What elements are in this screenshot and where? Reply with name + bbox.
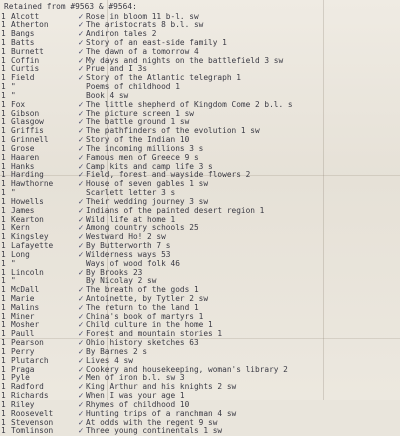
item-count: 1	[1, 392, 9, 401]
check-mark-icon: ✓	[76, 39, 86, 48]
item-author: Malins	[11, 304, 75, 313]
list-item	[1, 304, 400, 313]
item-author: Griffis	[11, 127, 75, 136]
item-count: 1	[1, 101, 9, 110]
check-mark-icon: ✓	[76, 330, 86, 339]
list-item	[1, 145, 400, 154]
item-title: Book 4 sw	[86, 92, 400, 101]
item-author: Pyle	[11, 374, 75, 383]
list-item	[1, 339, 400, 348]
item-count: 1	[1, 92, 9, 101]
item-count: 1	[1, 163, 9, 172]
list-item	[1, 83, 400, 92]
list-item	[1, 366, 400, 375]
check-mark-icon: ✓	[76, 110, 86, 119]
item-author: Lafayette	[11, 242, 75, 251]
item-title: At odds with the regent 9 sw	[86, 419, 400, 428]
list-item	[1, 216, 400, 225]
item-author: Mosher	[11, 321, 75, 330]
list-item	[1, 269, 400, 278]
item-count: 1	[1, 171, 9, 180]
check-mark-icon: ✓	[76, 321, 86, 330]
item-count: 1	[1, 145, 9, 154]
check-mark-icon: ✓	[76, 357, 86, 366]
item-title: Field, forest and wayside flowers 2	[86, 171, 400, 180]
list-item	[1, 136, 400, 145]
item-author: Grinnell	[11, 136, 75, 145]
document-header: Retained from #9563 & #9564:	[4, 3, 137, 12]
item-author: Roosevelt	[11, 410, 75, 419]
check-mark-icon: ✓	[76, 383, 86, 392]
item-author: Field	[11, 74, 75, 83]
check-mark-icon: ✓	[76, 171, 86, 180]
list-item	[1, 39, 400, 48]
item-title: Rose in bloom 11 b-l. sw	[86, 13, 400, 22]
item-author: Bangs	[11, 30, 75, 39]
item-title: King Arthur and his knights 2 sw	[86, 383, 400, 392]
item-count: 1	[1, 304, 9, 313]
item-author: Batts	[11, 39, 75, 48]
list-item	[1, 410, 400, 419]
item-count: 1	[1, 251, 9, 260]
list-item	[1, 110, 400, 119]
check-mark-icon: ✓	[76, 304, 86, 313]
item-count: 1	[1, 30, 9, 39]
list-item	[1, 321, 400, 330]
list-item	[1, 30, 400, 39]
check-mark-icon: ✓	[76, 198, 86, 207]
item-count: 1	[1, 427, 9, 436]
list-item	[1, 295, 400, 304]
item-count: 1	[1, 83, 9, 92]
check-mark-icon: ✓	[76, 74, 86, 83]
list-item	[1, 419, 400, 428]
list-item	[1, 427, 400, 436]
item-title: By Barnes 2 s	[86, 348, 400, 357]
check-mark-icon: ✓	[76, 286, 86, 295]
item-author: James	[11, 207, 75, 216]
item-count: 1	[1, 348, 9, 357]
list-item	[1, 127, 400, 136]
list-item	[1, 383, 400, 392]
list-item	[1, 198, 400, 207]
list-item	[1, 374, 400, 383]
list-item	[1, 260, 400, 269]
item-count: 1	[1, 198, 9, 207]
item-title: The battle ground 1 sw	[86, 118, 400, 127]
check-mark-icon: ✓	[76, 313, 86, 322]
list-item	[1, 118, 400, 127]
item-count: 1	[1, 74, 9, 83]
check-mark-icon: ✓	[76, 163, 86, 172]
item-title: The return to the land 1	[86, 304, 400, 313]
item-count: 1	[1, 110, 9, 119]
check-mark-icon: ✓	[76, 269, 86, 278]
item-title: Ohio history sketches 63	[86, 339, 400, 348]
item-count: 1	[1, 410, 9, 419]
item-author: Gibson	[11, 110, 75, 119]
item-author: Kingsley	[11, 233, 75, 242]
check-mark-icon: ✓	[76, 374, 86, 383]
item-author: Coffin	[11, 57, 75, 66]
item-title: Antoinette, by Tytler 2 sw	[86, 295, 400, 304]
item-count: 1	[1, 224, 9, 233]
item-title: Andiron tales 2	[86, 30, 400, 39]
item-author: Howells	[11, 198, 75, 207]
list-item	[1, 48, 400, 57]
list-item	[1, 233, 400, 242]
check-mark-icon: ✓	[76, 180, 86, 189]
item-count: 1	[1, 65, 9, 74]
item-count: 1	[1, 339, 9, 348]
item-count: 1	[1, 277, 9, 286]
check-mark-icon: ✓	[76, 410, 86, 419]
item-title: Wilderness ways 53	[86, 251, 400, 260]
item-count: 1	[1, 216, 9, 225]
item-author: Perry	[11, 348, 75, 357]
item-title: Lives 4 sw	[86, 357, 400, 366]
list-item	[1, 74, 400, 83]
check-mark-icon: ✓	[76, 427, 86, 436]
check-mark-icon: ✓	[76, 154, 86, 163]
item-title: Poems of childhood 1	[86, 83, 400, 92]
item-count: 1	[1, 419, 9, 428]
check-mark-icon: ✓	[76, 401, 86, 410]
item-count: 1	[1, 127, 9, 136]
item-title: The picture screen 1 sw	[86, 110, 400, 119]
list-item	[1, 180, 400, 189]
item-count: 1	[1, 39, 9, 48]
item-title: Forest and mountain stories 1	[86, 330, 400, 339]
item-count: 1	[1, 233, 9, 242]
item-author: "	[11, 277, 75, 286]
item-author: "	[11, 83, 75, 92]
list-item	[1, 171, 400, 180]
item-count: 1	[1, 295, 9, 304]
item-title: Child culture in the home 1	[86, 321, 400, 330]
item-author: Hawthorne	[11, 180, 75, 189]
item-title: Among country schools 25	[86, 224, 400, 233]
item-count: 1	[1, 48, 9, 57]
item-title: Cookery and housekeeping, woman's library 2	[86, 366, 400, 375]
check-mark-icon: ✓	[76, 295, 86, 304]
item-title: Famous men of Greece 9 s	[86, 154, 400, 163]
check-mark-icon: ✓	[76, 13, 86, 22]
list-item	[1, 57, 400, 66]
item-author: Miner	[11, 313, 75, 322]
list-item	[1, 401, 400, 410]
item-count: 1	[1, 366, 9, 375]
item-count: 1	[1, 57, 9, 66]
list-item	[1, 21, 400, 30]
item-count: 1	[1, 321, 9, 330]
item-author: Pearson	[11, 339, 75, 348]
check-mark-icon: ✓	[76, 57, 86, 66]
item-author: Atherton	[11, 21, 75, 30]
item-author: Stevenson	[11, 419, 75, 428]
check-mark-icon: ✓	[76, 101, 86, 110]
item-count: 1	[1, 401, 9, 410]
check-mark-icon: ✓	[76, 127, 86, 136]
item-author: "	[11, 260, 75, 269]
item-author: Long	[11, 251, 75, 260]
item-title: The aristocrats 8 b.l. sw	[86, 21, 400, 30]
list-item	[1, 242, 400, 251]
item-title: By Nicolay 2 sw	[86, 277, 400, 286]
check-mark-icon: ✓	[76, 348, 86, 357]
item-count: 1	[1, 313, 9, 322]
check-mark-icon: ✓	[76, 65, 86, 74]
item-count: 1	[1, 189, 9, 198]
item-title: Prue and I 3s	[86, 65, 400, 74]
item-author: Fox	[11, 101, 75, 110]
item-count: 1	[1, 374, 9, 383]
item-author: "	[11, 189, 75, 198]
item-author: Paull	[11, 330, 75, 339]
item-count: 1	[1, 357, 9, 366]
check-mark-icon: ✓	[76, 392, 86, 401]
item-title: Men of iron b.l. sw 3	[86, 374, 400, 383]
item-author: McDall	[11, 286, 75, 295]
book-list	[1, 13, 400, 436]
list-item	[1, 154, 400, 163]
item-author: Harding	[11, 171, 75, 180]
item-author: Alcott	[11, 13, 75, 22]
list-item	[1, 92, 400, 101]
item-author: Hanks	[11, 163, 75, 172]
item-author: "	[11, 92, 75, 101]
check-mark-icon: ✓	[76, 242, 86, 251]
check-mark-icon: ✓	[76, 21, 86, 30]
list-item	[1, 348, 400, 357]
list-item	[1, 65, 400, 74]
list-item	[1, 251, 400, 260]
check-mark-icon: ✓	[76, 30, 86, 39]
item-count: 1	[1, 260, 9, 269]
item-author: Marie	[11, 295, 75, 304]
check-mark-icon: ✓	[76, 224, 86, 233]
list-item	[1, 189, 400, 198]
item-author: Kearton	[11, 216, 75, 225]
item-author: Riley	[11, 401, 75, 410]
item-count: 1	[1, 330, 9, 339]
item-title: Indians of the painted desert region 1	[86, 207, 400, 216]
check-mark-icon: ✓	[76, 48, 86, 57]
item-title: The pathfinders of the evolution 1 sw	[86, 127, 400, 136]
list-item	[1, 330, 400, 339]
item-title: By Brooks 23	[86, 269, 400, 278]
item-title: Their wedding journey 3 sw	[86, 198, 400, 207]
item-author: Lincoln	[11, 269, 75, 278]
item-title: Hunting trips of a ranchman 4 sw	[86, 410, 400, 419]
item-count: 1	[1, 383, 9, 392]
check-mark-icon: ✓	[76, 145, 86, 154]
item-title: House of seven gables 1 sw	[86, 180, 400, 189]
item-author: Burnett	[11, 48, 75, 57]
item-title: The dawn of a tomorrow 4	[86, 48, 400, 57]
item-count: 1	[1, 269, 9, 278]
item-author: Radford	[11, 383, 75, 392]
item-title: Story of an east-side family 1	[86, 39, 400, 48]
item-title: When I was your age 1	[86, 392, 400, 401]
item-title: Story of the Atlantic telegraph 1	[86, 74, 400, 83]
check-mark-icon: ✓	[76, 366, 86, 375]
check-mark-icon: ✓	[76, 118, 86, 127]
item-title: Ways of wood folk 46	[86, 260, 400, 269]
list-item	[1, 357, 400, 366]
item-author: Glasgow	[11, 118, 75, 127]
item-title: Camp kits and camp life 3 s	[86, 163, 400, 172]
item-count: 1	[1, 21, 9, 30]
list-item	[1, 224, 400, 233]
list-item	[1, 313, 400, 322]
item-title: Westward Ho! 2 sw	[86, 233, 400, 242]
item-title: Story of the Indian 10	[86, 136, 400, 145]
list-item	[1, 286, 400, 295]
item-title: My days and nights on the battlefield 3 sw	[86, 57, 400, 66]
item-title: Rhymes of childhood 10	[86, 401, 400, 410]
check-mark-icon: ✓	[76, 207, 86, 216]
item-author: Praga	[11, 366, 75, 375]
list-item	[1, 207, 400, 216]
item-count: 1	[1, 118, 9, 127]
item-count: 1	[1, 242, 9, 251]
check-mark-icon: ✓	[76, 233, 86, 242]
item-count: 1	[1, 286, 9, 295]
item-count: 1	[1, 180, 9, 189]
item-title: The incoming millions 3 s	[86, 145, 400, 154]
item-author: Grose	[11, 145, 75, 154]
item-author: Curtis	[11, 65, 75, 74]
item-title: Three young continentals 1 sw	[86, 427, 400, 436]
item-title: Wild life at home 1	[86, 216, 400, 225]
item-title: The little shepherd of Kingdom Come 2 b.l. s	[86, 101, 400, 110]
list-item	[1, 277, 400, 286]
check-mark-icon: ✓	[76, 251, 86, 260]
item-title: China's book of martyrs 1	[86, 313, 400, 322]
item-count: 1	[1, 154, 9, 163]
item-title: Scarlett letter 3 s	[86, 189, 400, 198]
list-item	[1, 163, 400, 172]
item-author: Tomlinson	[11, 427, 75, 436]
item-count: 1	[1, 207, 9, 216]
item-title: By Butterworth 7 s	[86, 242, 400, 251]
list-item	[1, 13, 400, 22]
check-mark-icon: ✓	[76, 136, 86, 145]
check-mark-icon: ✓	[76, 216, 86, 225]
item-author: Richards	[11, 392, 75, 401]
check-mark-icon: ✓	[76, 339, 86, 348]
item-author: Haaren	[11, 154, 75, 163]
list-item	[1, 101, 400, 110]
item-title: The breath of the gods 1	[86, 286, 400, 295]
item-count: 1	[1, 13, 9, 22]
item-count: 1	[1, 136, 9, 145]
item-author: Kern	[11, 224, 75, 233]
check-mark-icon: ✓	[76, 419, 86, 428]
item-author: Plutarch	[11, 357, 75, 366]
